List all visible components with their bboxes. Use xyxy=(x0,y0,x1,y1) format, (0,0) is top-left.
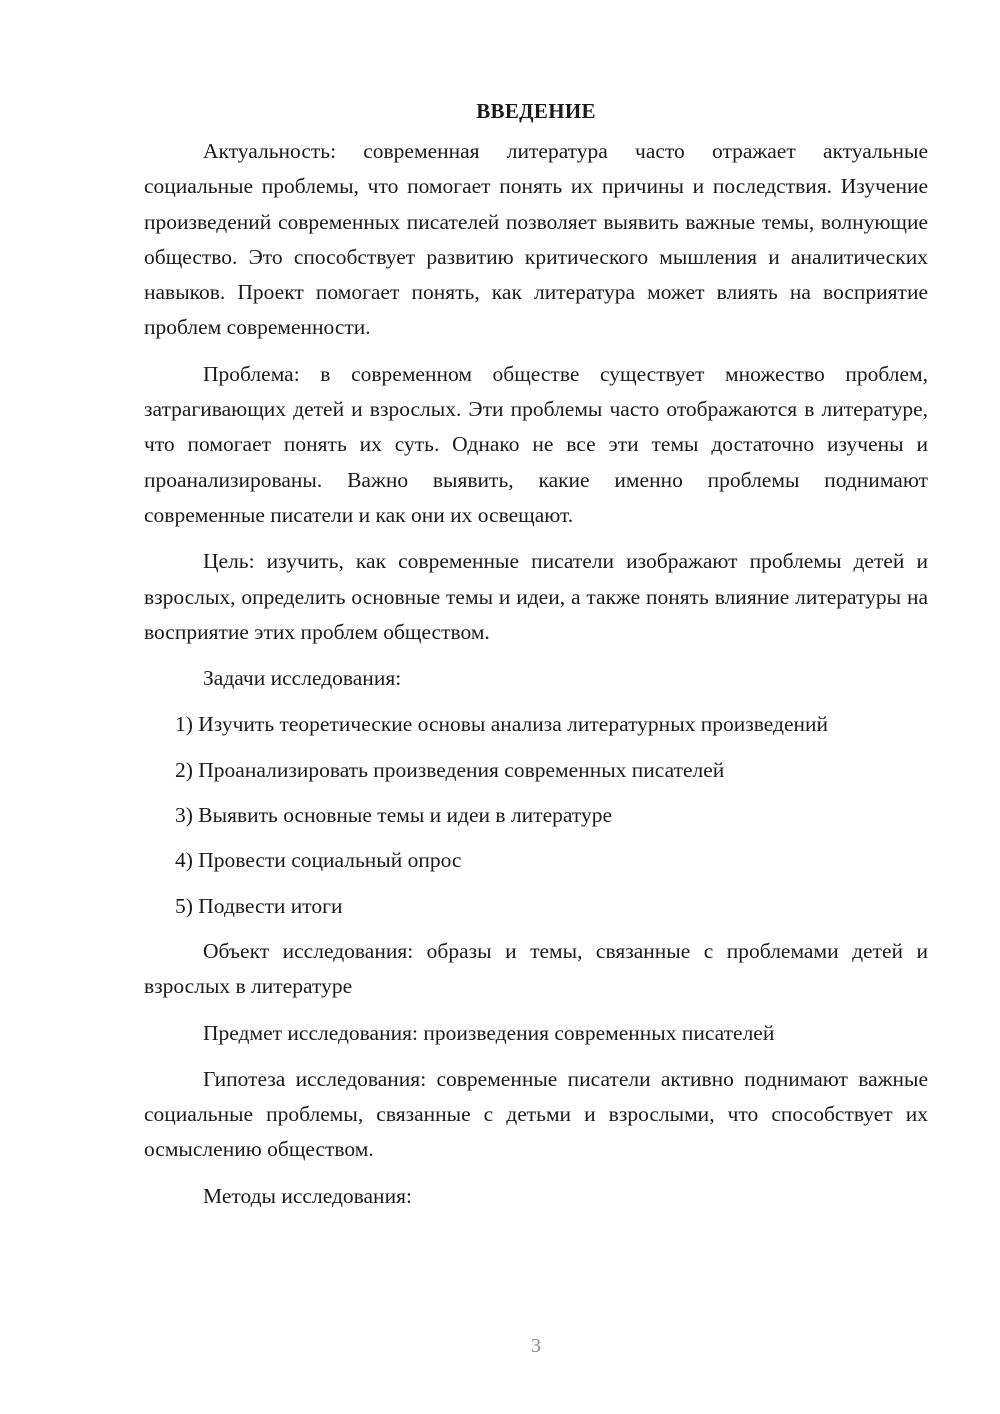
paragraph-methods: Методы исследования: xyxy=(203,1183,412,1208)
list-item: 1) Изучить теоретические основы анализа литературных произведений xyxy=(175,712,829,737)
paragraph-relevance: Актуальность: современная литература часто отражает актуальные социальные проблемы, что помогает понять их причины и последствия. Изучение произведений современных писателей позволяет выявить важные темы, волнующие общество. Это способствует развитию критического мышления и аналитических навыков. Проект помогает понять, как литература может влиять на восприятие проблем современности. xyxy=(144,139,928,340)
page-number: 3 xyxy=(531,1335,541,1357)
paragraph-subject: Предмет исследования: произведения современных писателей xyxy=(203,1020,775,1045)
list-item: 4) Провести социальный опрос xyxy=(175,848,462,873)
paragraph-object: Объект исследования: образы и темы, связанные с проблемами детей и взрослых в литературе xyxy=(144,938,928,999)
paragraph-problem: Проблема: в современном обществе существует множество проблем, затрагивающих детей и взрослых. Эти проблемы часто отображаются в литературе, что помогает понять их суть. Однако не все эти темы достаточно изучены и проанализированы. Важно выявить, какие именно проблемы поднимают современные писатели и как они их освещают. xyxy=(144,361,928,527)
page-content xyxy=(144,94,928,1225)
tasks-list xyxy=(144,707,928,923)
paragraph-tasks-heading: Задачи исследования: xyxy=(203,666,402,691)
list-item: 2) Проанализировать произведения современных писателей xyxy=(175,757,725,782)
list-item: 3) Выявить основные темы и идеи в литературе xyxy=(175,803,613,828)
paragraph-goal: Цель: изучить, как современные писатели изображают проблемы детей и взрослых, определить основные темы и идеи, а также понять влияние литературы на восприятие этих проблем обществом. xyxy=(144,549,928,644)
list-item: 5) Подвести итоги xyxy=(175,893,343,918)
paragraph-hypothesis: Гипотеза исследования: современные писатели активно поднимают важные социальные проблемы, связанные с детьми и взрослыми, что способствует их осмыслению обществом. xyxy=(144,1066,928,1162)
section-title: ВВЕДЕНИЕ xyxy=(476,99,596,123)
